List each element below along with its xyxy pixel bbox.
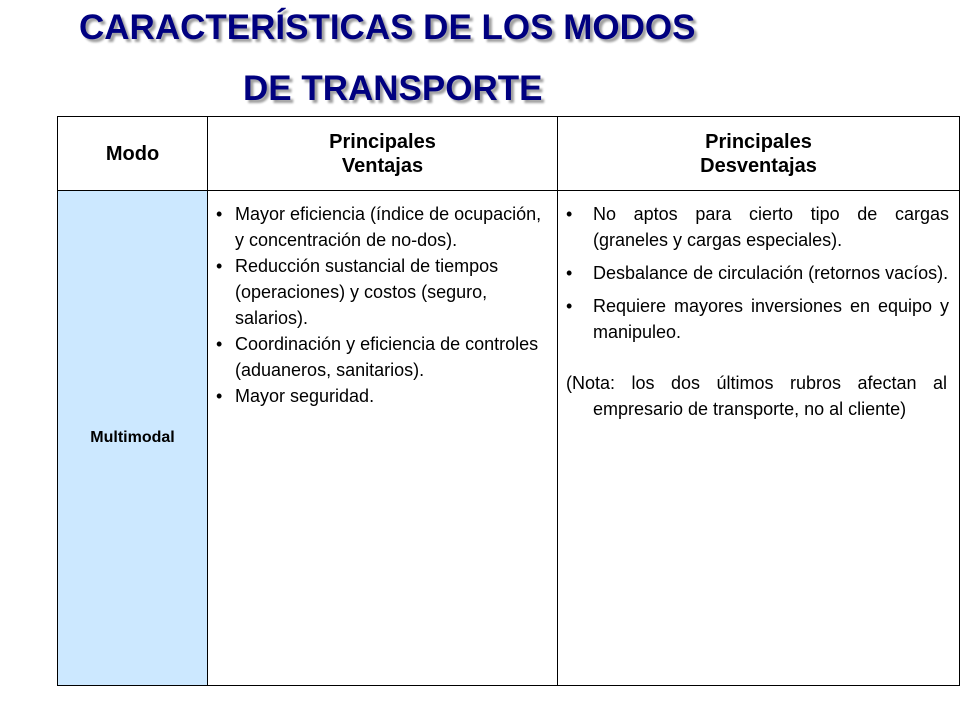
advantage-text: Reducción sustancial de tiempos (operaciones) y costos (seguro, salarios). [235, 256, 499, 328]
bullet-icon: • [216, 204, 223, 224]
mode-cell-multimodal [58, 191, 208, 686]
advantages-cell [208, 191, 558, 686]
mode-label: Multimodal [90, 429, 175, 446]
transport-modes-table [57, 116, 960, 686]
disadvantages-list [558, 191, 959, 345]
advantage-text: Coordinación y eficiencia de controles (aduaneros, sanitarios). [235, 334, 539, 380]
bullet-icon: • [566, 204, 573, 224]
note-text: (Nota: los dos últimos rubros afectan al empresario de transporte, no al cliente) [566, 373, 947, 419]
disadvantage-item [566, 201, 949, 253]
bullet-icon: • [216, 386, 223, 406]
advantage-text: Mayor seguridad. [235, 386, 375, 406]
header-advantages-line-2: Ventajas [341, 154, 424, 177]
disadvantage-text: No aptos para cierto tipo de cargas (graneles y cargas especiales). [593, 204, 949, 250]
bullet-icon: • [566, 263, 573, 283]
advantage-item [216, 331, 547, 383]
bullet-icon: • [216, 256, 223, 276]
advantage-item [216, 383, 547, 409]
disadvantage-item [566, 260, 949, 286]
header-disadvantages [558, 117, 960, 191]
header-mode-label: Modo [105, 142, 160, 165]
header-mode [58, 117, 208, 191]
header-disadvantages-line-2: Desventajas [700, 154, 817, 177]
advantage-item [216, 253, 547, 331]
bullet-icon: • [566, 296, 573, 316]
disadvantages-cell [558, 191, 960, 686]
advantage-text: Mayor eficiencia (índice de ocupación, y concentración de no-dos). [235, 204, 542, 250]
table-header-row [58, 117, 960, 191]
page-title-line-1: CARACTERÍSTICAS DE LOS MODOS [79, 8, 696, 47]
advantages-list [208, 191, 557, 409]
page-title-line-2: DE TRANSPORTE [243, 69, 543, 108]
table-row [58, 191, 960, 686]
disadvantage-item [566, 293, 949, 345]
header-advantages-line-1: Principales [329, 130, 436, 153]
disadvantage-text: Desbalance de circulación (retornos vacíos). [593, 263, 949, 283]
header-advantages [208, 117, 558, 191]
advantage-item [216, 201, 547, 253]
bullet-icon: • [216, 334, 223, 354]
header-disadvantages-line-1: Principales [705, 130, 812, 153]
disadvantage-text: Requiere mayores inversiones en equipo y manipuleo. [593, 296, 949, 342]
